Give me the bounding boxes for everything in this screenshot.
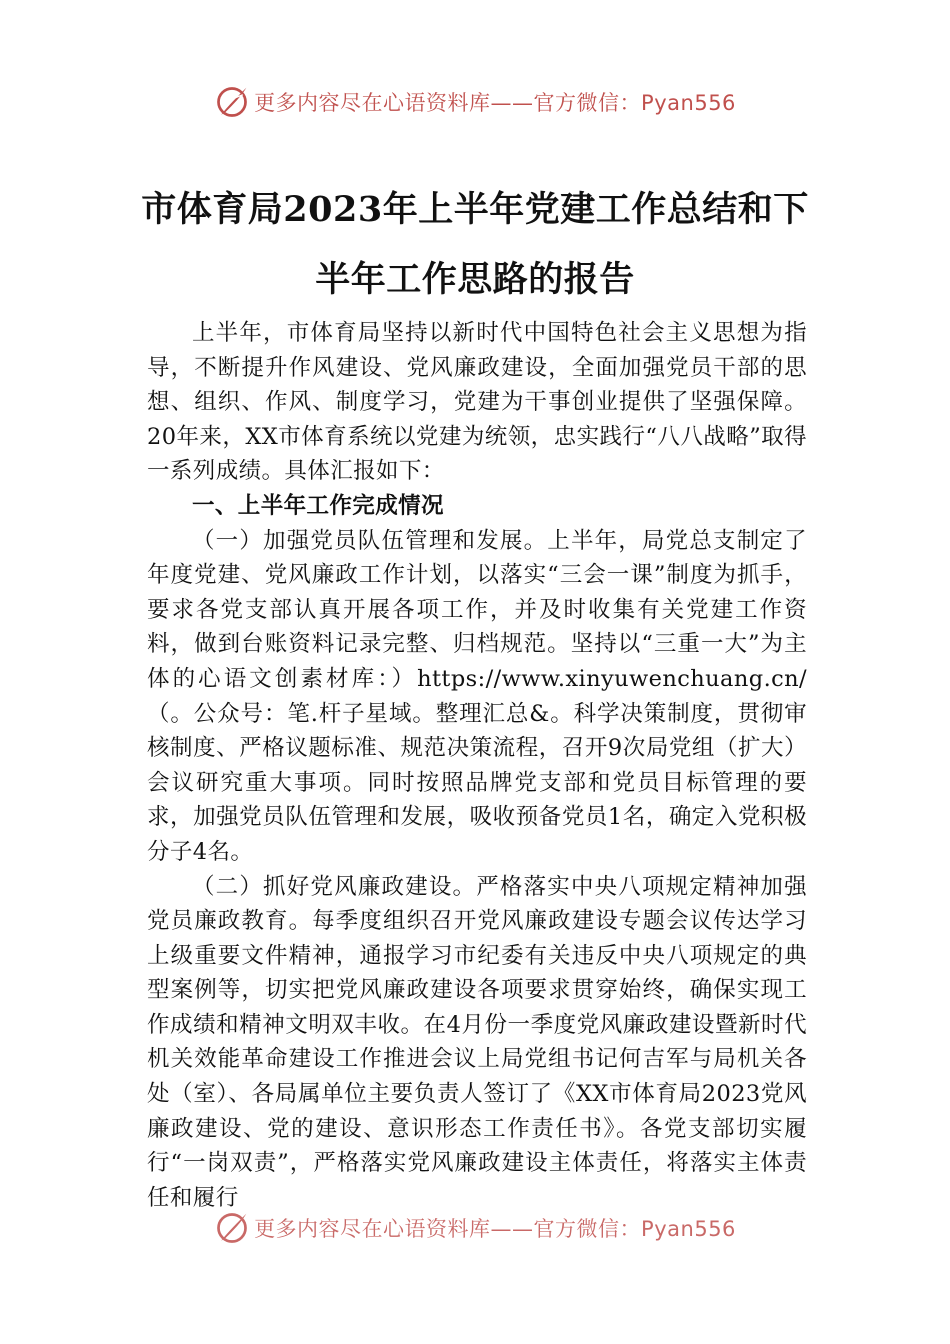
- watermark-text: 更多内容尽在心语资料库——官方微信：Pyan556: [254, 91, 736, 115]
- watermark-text-footer: 更多内容尽在心语资料库——官方微信：Pyan556: [254, 1217, 736, 1241]
- feather-logo-icon: [214, 84, 250, 120]
- intro-paragraph: 上半年，市体育局坚持以新时代中国特色社会主义思想为指导，不断提升作风建设、党风廉政建设，全面加强党员干部的思想、组织、作风、制度学习，党建为干事创业提供了坚强保障。20年来，XX市体育系统以党建为统领，忠实践行“八八战略”取得一系列成绩。具体汇报如下：: [147, 320, 807, 485]
- paragraph-party-management: （一）加强党员队伍管理和发展。上半年，局党总支制定了年度党建、党风廉政工作计划，以落实“三会一课”制度为抓手，要求各党支部认真开展各项工作，并及时收集有关党建工作资料，做到台账资料记录完整、归档规范。坚持以“三重一大”为主体的心语文创素材库：）https://www.xinyuwenchuang.cn/（。公众号：笔.杆子星域。整理汇总&。科学决策制度，贯彻审核制度、严格议题标准、规范决策流程，召开9次局党组（扩大）会议研究重大事项。同时按照品牌党支部和党员目标管理的要求，加强党员队伍管理和发展，吸收预备党员1名，确定入党积极分子4名。: [147, 527, 807, 865]
- section-heading: 一、上半年工作完成情况: [192, 492, 444, 519]
- document-body: [147, 316, 807, 1215]
- watermark-header: [0, 84, 950, 120]
- watermark-footer: [0, 1210, 950, 1246]
- document-title-line-1: 市体育局2023年上半年党建工作总结和下: [141, 189, 809, 230]
- paragraph-integrity-building: （二）抓好党风廉政建设。严格落实中央八项规定精神加强党员廉政教育。每季度组织召开党风廉政建设专题会议传达学习上级重要文件精神，通报学习市纪委有关违反中央八项规定的典型案例等，切实把党风廉政建设各项要求贯穿始终，确保实现工作成绩和精神文明双丰收。在4月份一季度党风廉政建设暨新时代机关效能革命建设工作推进会议上局党组书记何吉军与局机关各处（室）、各局属单位主要负责人签订了《XX市体育局2023党风廉政建设、党的建设、意识形态工作责任书》。各党支部切实履行“一岗双责”，严格落实党风廉政建设主体责任，将落实主体责任和履行: [147, 873, 807, 1211]
- feather-logo-icon: [214, 1210, 250, 1246]
- document-title-line-2: 半年工作思路的报告: [315, 259, 635, 300]
